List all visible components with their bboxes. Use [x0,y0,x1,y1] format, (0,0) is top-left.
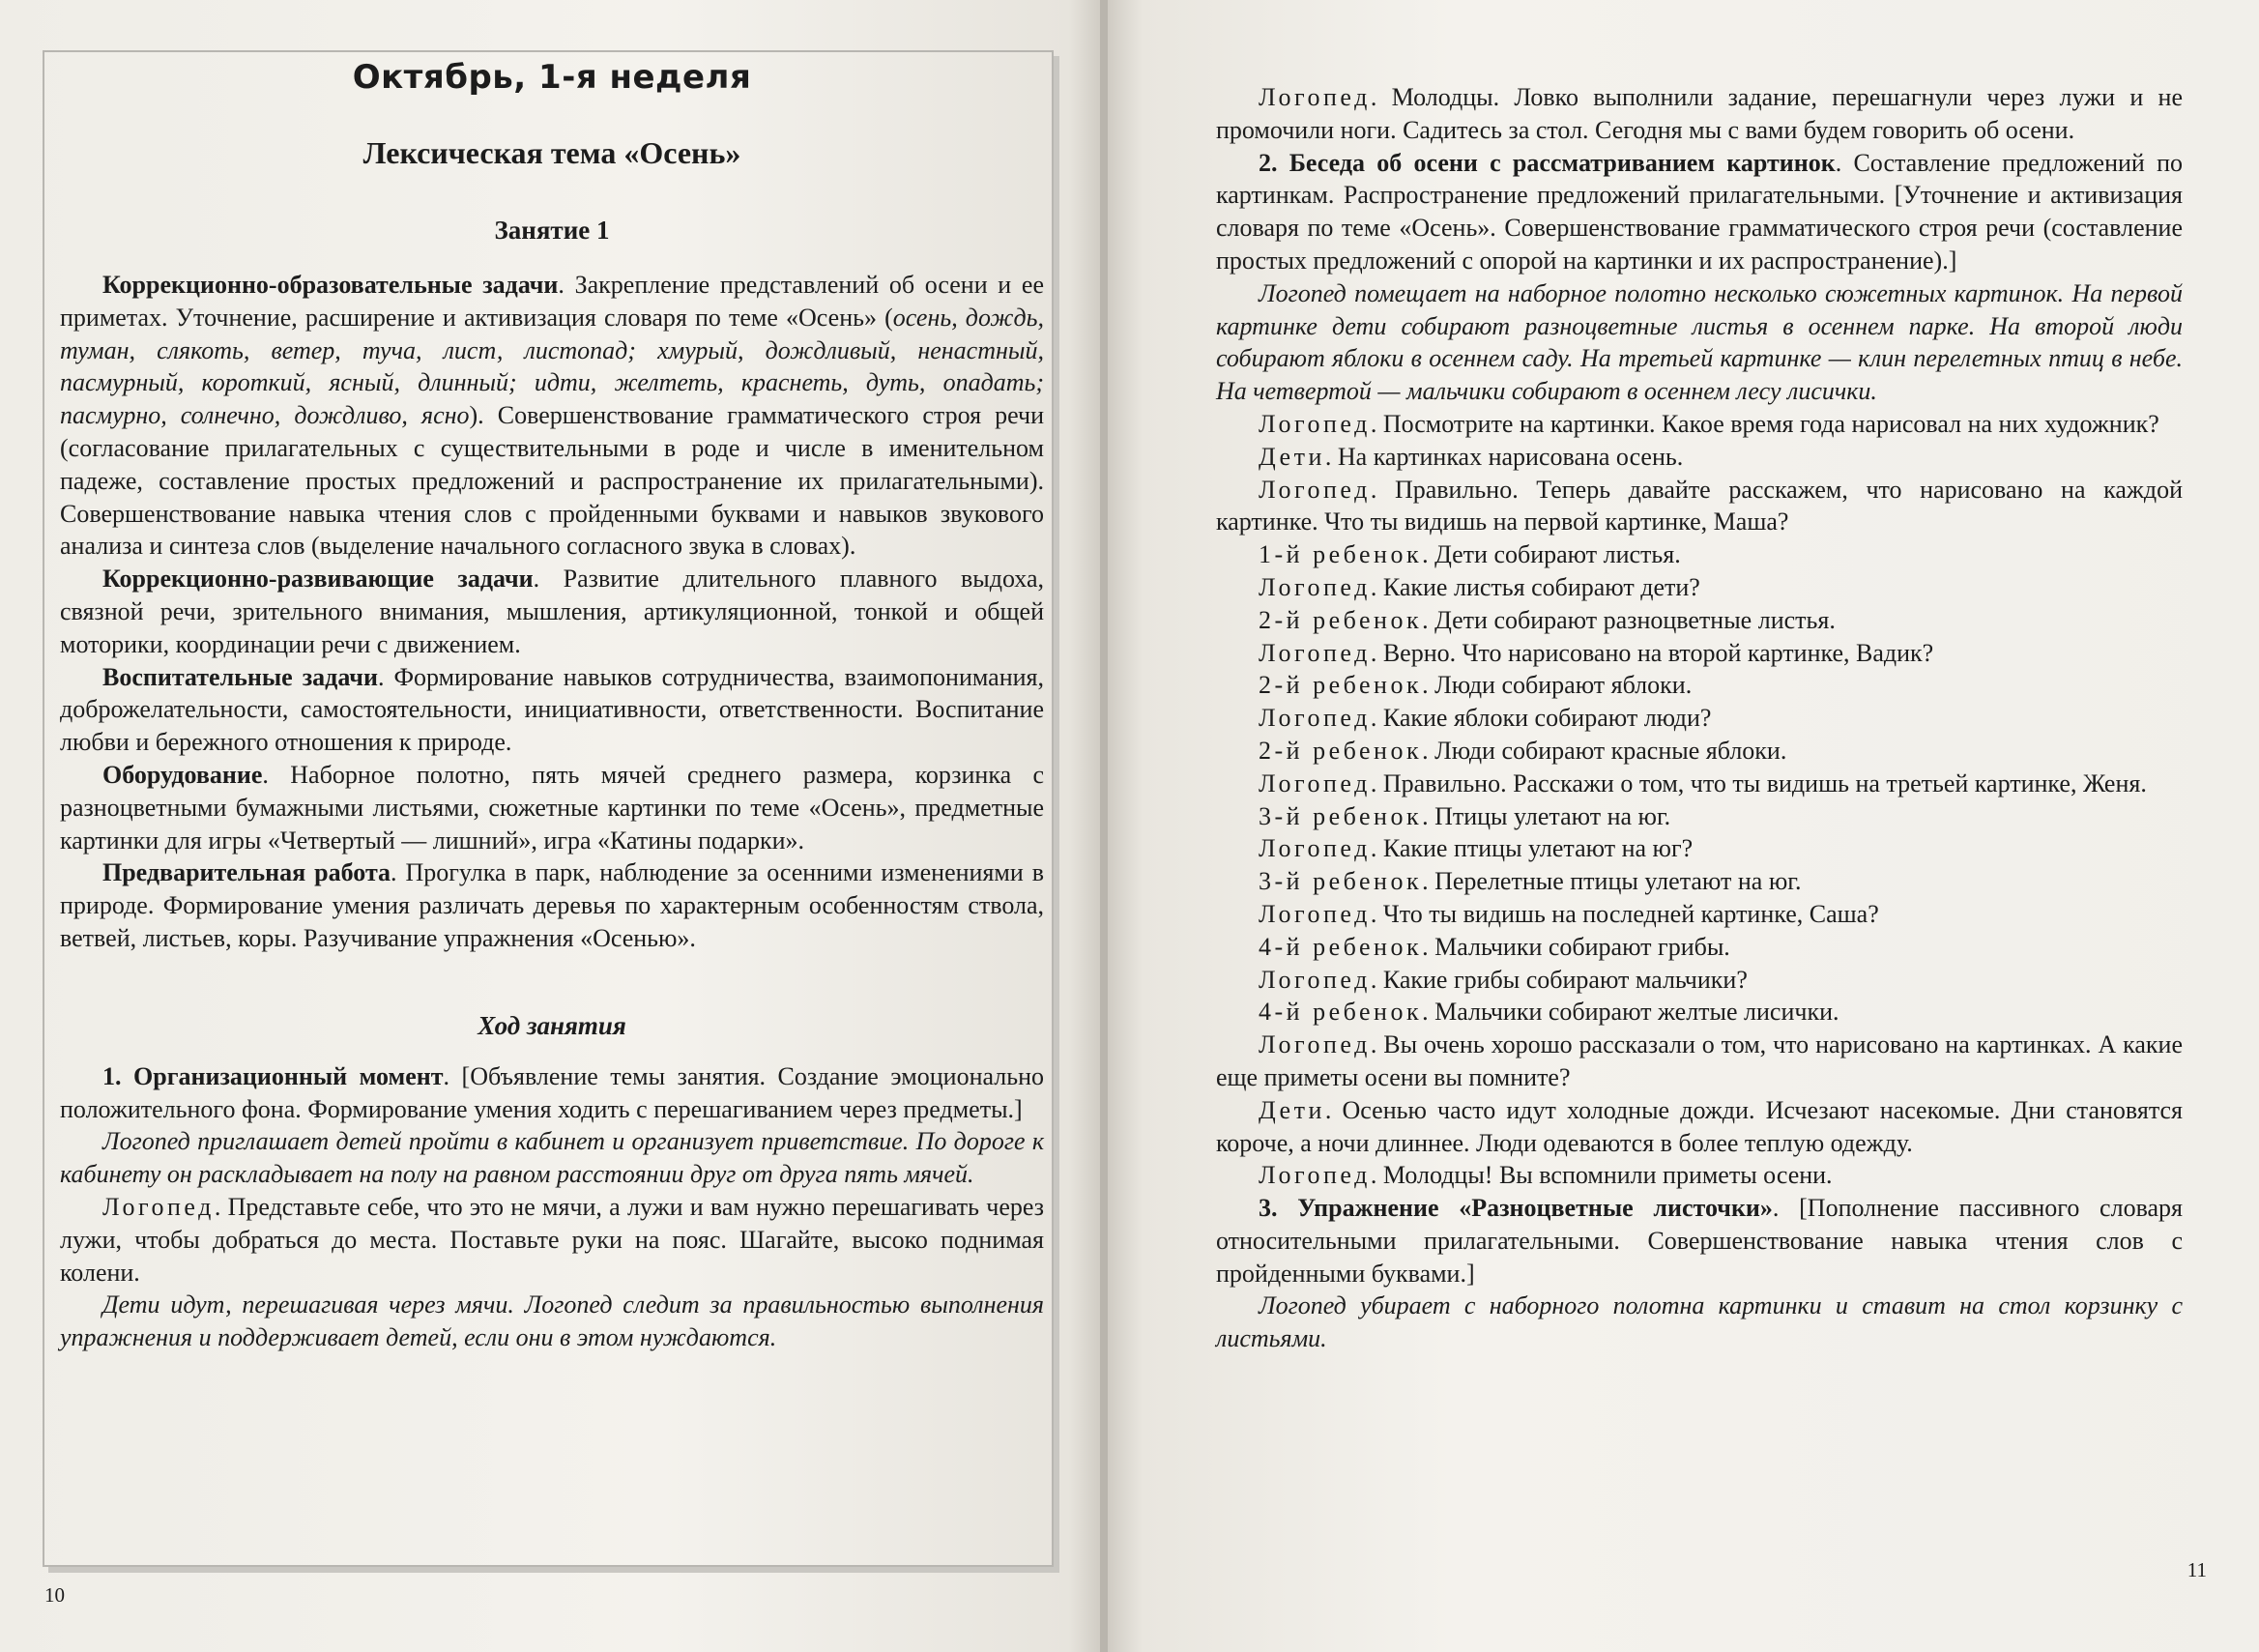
step-3 [1216,1192,2183,1290]
task-text: . Наборное полотно, пять мячей среднего размера, корзинка с разноцветными бумажными листьями, сюжетные картинки по теме «Осень», предметные картинки для игры «Четвертый — лишний», игра «Катины подарки». [60,760,1044,855]
page-number: 10 [44,1583,65,1607]
line-text: . Дети собирают разноцветные листья. [1422,605,1836,634]
preliminary-work [60,856,1044,954]
course-heading: Ход занятия [478,1010,626,1040]
line-text: . На картинках нарисована осень. [1324,442,1684,471]
speaker: 2-й ребенок [1259,736,1423,765]
dialogue-line [1216,931,2183,964]
line-text: . Птицы улетают на юг. [1422,801,1671,830]
step-label: 1. Организационный момент [102,1061,444,1090]
page-number: 11 [2187,1558,2207,1581]
line-text: . Вы очень хорошо рассказали о том, что нарисовано на картинках. А какие еще приметы осени вы помните? [1216,1030,2183,1091]
line-text: . Люди собирают красные яблоки. [1422,736,1787,765]
dialogue-line [1216,702,2183,735]
task-text-tail: ). Совершенствование грамматического строя речи (согласование прилагательных с существительными в роде и числе в именительном падеже, составление простых предложений и распространение их прилагательными). Совершенствование навыка чтения слов с пройденными буквами и навыков звукового анализа и синтеза слов (выделение начального согласного звука в словах). [60,401,1044,561]
step-2 [1216,147,2183,277]
left-page-content [60,50,1044,1354]
line-text: . Дети собирают листья. [1422,540,1681,569]
task-label: Коррекционно-образовательные задачи [102,271,559,299]
step-text: . [Пополнение пассивного словаря относительными прилагательными. Совершенствование навыка чтения слов с пройденными буквами.] [1216,1194,2183,1288]
line-text: . Какие птицы улетают на юг? [1370,834,1694,863]
line-text: . Посмотрите на картинки. Какое время года нарисовал на них художник? [1370,409,2159,438]
dialogue-line [1216,538,2183,571]
speaker: Логопед [102,1192,215,1221]
dialogue-line [1216,474,2183,539]
speaker: Логопед [1259,475,1371,504]
task-text: . Закрепление представлений об осени и ее приметах. Уточнение, расширение и активизация словаря по теме «Осень» ( [60,271,1044,332]
line-text: . Верно. Что нарисовано на второй картинке, Вадик? [1370,638,1934,667]
line-text: . Какие листья собирают дети? [1370,572,1700,601]
left-page [0,0,1102,1652]
line-text: . Правильно. Теперь давайте расскажем, что нарисовано на каждой картинке. Что ты видишь на первой картинке, Маша? [1216,475,2183,536]
task-label: Оборудование [102,760,263,789]
step-text: . Составление предложений по картинкам. Распространение предложений прилагательными. [Уточнение и активизация словаря по теме «Осень». Совершенствование грамматического строя речи (составление простых предложений с опорой на картинки и их распространение).] [1216,148,2183,275]
speaker: Логопед [1259,834,1371,863]
speaker: 2-й ребенок [1259,605,1423,634]
task-upbringing [60,661,1044,759]
dialogue-line [1216,832,2183,865]
line-text: . Молодцы. Ловко выполнили задание, перешагнули через лужи и не промочили ноги. Садитесь за стол. Сегодня мы с вами будем говорить об осени. [1216,83,2183,144]
speaker: 3-й ребенок [1259,867,1423,896]
line-text: . Мальчики собирают грибы. [1422,932,1730,961]
dialogue-line [60,1191,1044,1289]
line-text: . Молодцы! Вы вспомнили приметы осени. [1370,1161,1833,1190]
line-text: . Осенью часто идут холодные дожди. Исчезают насекомые. Дни становятся короче, а ночи длиннее. Люди одеваются в более теплую одежду. [1216,1095,2183,1157]
dialogue-line [1216,441,2183,474]
dialogue-line [1216,768,2183,800]
dialogue-line [1216,1094,2183,1160]
speaker: Дети [1259,1095,1325,1124]
speaker: Логопед [1259,1161,1371,1190]
speaker: 4-й ребенок [1259,932,1423,961]
stage-direction: Логопед приглашает детей пройти в кабинет и организует приветствие. По дороге к кабинету он раскладывает на полу на равном расстоянии друг от друга пять мячей. [60,1127,1044,1189]
task-text: . Развитие длительного плавного выдоха, связной речи, зрительного внимания, мышления, артикуляционной, тонкой и общей моторики, координации речи с движением. [60,565,1045,658]
dialogue-line [1216,996,2183,1029]
dialogue-line [1216,81,2183,147]
dialogue-line [1216,1159,2183,1192]
speaker: Логопед [1259,572,1371,601]
step-text: . [Объявление темы занятия. Создание эмоционально положительного фона. Формирование умения ходить с перешагиванием через предметы.] [60,1061,1044,1123]
dialogue-line [1216,637,2183,670]
dialogue-line [1216,408,2183,441]
speaker: Логопед [1259,768,1371,797]
speaker: Дети [1259,442,1325,471]
stage-direction: Логопед убирает с наборного полотна картинки и ставит на стол корзинку с листьями. [1216,1291,2183,1353]
line-text: . Представьте себе, что это не мячи, а лужи и вам нужно перешагивать через лужи, чтобы добраться до места. Поставьте руки на пояс. Шагайте, высоко поднимая колени. [60,1192,1044,1287]
right-page-content [1216,81,2183,1355]
line-text: . Перелетные птицы улетают на юг. [1422,867,1802,896]
step-1 [60,1060,1044,1126]
vocabulary-list: осень, дождь, туман, слякоть, ветер, туча, лист, листопад; хмурый, дождливый, ненастный, пасмурный, короткий, ясный, длинный; идти, желтеть, краснеть, дуть, опадать; пасмурно, солнечно, дождливо, ясно [60,303,1044,430]
speaker: 1-й ребенок [1259,540,1423,569]
task-text: . Прогулка в парк, наблюдение за осенними изменениями в природе. Формирование умения различать деревья по характерным особенностям ствола, ветвей, листьев, коры. Разучивание упражнения «Осенью». [60,858,1044,952]
speaker: Логопед [1259,638,1371,667]
task-text: . Формирование навыков сотрудничества, взаимопонимания, доброжелательности, самостоятельности, инициативности, ответственности. Воспитание любви и бережного отношения к природе. [60,662,1044,757]
line-text: . Какие грибы собирают мальчики? [1370,965,1748,994]
stage-direction: Дети идут, перешагивая через мячи. Логопед следит за правильностью выполнения упражнения и поддерживает детей, если они в этом нуждаются. [60,1290,1044,1352]
dialogue [1216,408,2183,1192]
line-text: . Люди собирают яблоки. [1422,671,1693,700]
speaker: Логопед [1259,1030,1371,1059]
speaker: Логопед [1259,704,1371,733]
speaker: Логопед [1259,899,1371,928]
step-label: 3. Упражнение «Разноцветные листочки» [1259,1194,1773,1223]
topic-heading: Лексическая тема «Осень» [362,135,741,170]
dialogue-line [1216,800,2183,833]
speaker: Логопед [1259,83,1371,111]
dialogue-line [1216,964,2183,997]
right-page [1108,0,2259,1652]
line-text: . Какие яблоки собирают люди? [1370,704,1712,733]
line-text: . Мальчики собирают желтые лисички. [1422,998,1839,1027]
speaker: 3-й ребенок [1259,801,1423,830]
task-label: Коррекционно-развивающие задачи [102,565,534,594]
dialogue-line [1216,1029,2183,1094]
stage-direction: Логопед помещает на наборное полотно несколько сюжетных картинок. На первой картинке дети собирают разноцветные листья в осеннем парке. На второй люди собирают яблоки в осеннем саду. На третьей картинке — клин перелетных птиц в небе. На четвертой — мальчики собирают в осеннем лесу лисички. [1216,278,2183,406]
task-correction-development [60,563,1044,660]
equipment [60,759,1044,856]
lesson-heading: Занятие 1 [494,216,610,245]
task-label: Воспитательные задачи [102,662,378,691]
line-text: . Правильно. Расскажи о том, что ты видишь на третьей картинке, Женя. [1370,768,2147,797]
chapter-title: Октябрь, 1-я неделя [352,58,752,97]
dialogue-line [1216,898,2183,931]
speaker: Логопед [1259,409,1371,438]
line-text: . Что ты видишь на последней картинке, Саша? [1370,899,1879,928]
dialogue-line [1216,735,2183,768]
dialogue-line [1216,669,2183,702]
dialogue-line [1216,604,2183,637]
dialogue-line [1216,571,2183,604]
speaker: Логопед [1259,965,1371,994]
speaker: 2-й ребенок [1259,671,1423,700]
task-label: Предварительная работа [102,858,391,887]
step-label: 2. Беседа об осени с рассматриванием картинок [1259,148,1836,177]
task-correction-education [60,269,1044,563]
dialogue-line [1216,865,2183,898]
speaker: 4-й ребенок [1259,998,1423,1027]
